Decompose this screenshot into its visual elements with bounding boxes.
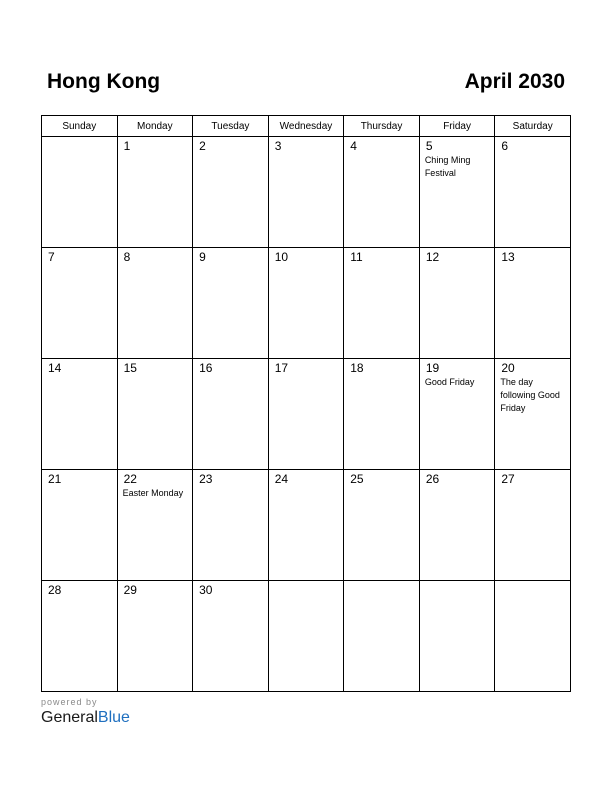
day-number: 13 xyxy=(501,250,515,264)
day-cell xyxy=(193,581,269,692)
day-cell xyxy=(268,359,344,470)
day-number: 14 xyxy=(48,361,62,375)
holiday-label: The day following Good Friday xyxy=(500,377,560,413)
day-cell xyxy=(193,137,269,248)
day-cell xyxy=(193,248,269,359)
day-number: 10 xyxy=(274,250,289,264)
weekday-sunday: Sunday xyxy=(42,116,118,137)
day-cell xyxy=(42,359,118,470)
generalblue-logo xyxy=(41,709,130,727)
day-cell xyxy=(344,359,420,470)
week-row xyxy=(42,137,571,248)
weekday-wednesday: Wednesday xyxy=(268,116,344,137)
calendar-header xyxy=(41,70,571,100)
day-number xyxy=(269,581,344,584)
day-cell xyxy=(42,581,118,692)
day-number: 5 xyxy=(425,139,433,153)
day-cell xyxy=(117,470,193,581)
day-cell xyxy=(193,359,269,470)
week-row xyxy=(42,470,571,581)
day-number: 12 xyxy=(425,250,440,264)
holiday-label: Easter Monday xyxy=(122,488,184,498)
day-number xyxy=(495,581,570,584)
day-cell xyxy=(117,359,193,470)
day-number: 29 xyxy=(123,583,137,597)
day-cell xyxy=(495,359,571,470)
day-number: 2 xyxy=(199,139,206,153)
day-number xyxy=(42,137,117,140)
day-cell xyxy=(419,137,495,248)
weekday-thursday: Thursday xyxy=(344,116,420,137)
day-number: 15 xyxy=(123,361,137,375)
day-cell xyxy=(268,470,344,581)
day-number: 9 xyxy=(199,250,206,264)
day-number: 4 xyxy=(350,139,357,153)
powered-by-text: powered by xyxy=(41,697,98,707)
week-row xyxy=(42,581,571,692)
weekday-friday: Friday xyxy=(419,116,495,137)
calendar-grid xyxy=(41,115,571,692)
day-cell xyxy=(42,470,118,581)
day-number: 18 xyxy=(350,361,364,375)
day-number: 25 xyxy=(350,472,364,486)
day-cell xyxy=(419,581,495,692)
day-number: 23 xyxy=(199,472,213,486)
day-cell xyxy=(495,137,571,248)
day-number: 16 xyxy=(199,361,213,375)
day-number xyxy=(344,581,419,584)
day-number: 1 xyxy=(123,139,131,153)
day-cell xyxy=(495,470,571,581)
holiday-label: Good Friday xyxy=(424,377,475,387)
week-row xyxy=(42,359,571,470)
day-cell xyxy=(344,137,420,248)
day-cell xyxy=(495,248,571,359)
day-number: 27 xyxy=(501,472,515,486)
footer xyxy=(41,697,130,727)
region-title: Hong Kong xyxy=(47,70,161,93)
day-number: 6 xyxy=(501,139,509,153)
day-cell xyxy=(419,470,495,581)
day-cell xyxy=(193,470,269,581)
weekday-header-row xyxy=(42,116,571,137)
day-cell xyxy=(419,248,495,359)
day-cell xyxy=(344,470,420,581)
day-number: 21 xyxy=(48,472,62,486)
day-number: 20 xyxy=(501,361,515,375)
day-cell xyxy=(344,248,420,359)
logo-general: General xyxy=(41,709,98,726)
day-number: 26 xyxy=(425,472,440,486)
day-number: 8 xyxy=(123,250,131,264)
day-cell xyxy=(42,137,118,248)
day-number: 11 xyxy=(350,250,363,264)
logo-blue: Blue xyxy=(97,709,130,726)
day-number: 7 xyxy=(48,250,55,264)
day-cell xyxy=(268,248,344,359)
day-number: 17 xyxy=(274,361,289,375)
weekday-tuesday: Tuesday xyxy=(193,116,269,137)
day-cell xyxy=(495,581,571,692)
day-cell xyxy=(42,248,118,359)
day-number xyxy=(420,581,495,584)
day-cell xyxy=(344,581,420,692)
week-row xyxy=(42,248,571,359)
day-number: 28 xyxy=(48,583,62,597)
weekday-monday: Monday xyxy=(117,116,193,137)
holiday-label: Ching Ming Festival xyxy=(424,155,471,178)
day-cell xyxy=(268,137,344,248)
day-cell xyxy=(117,137,193,248)
day-cell xyxy=(268,581,344,692)
weekday-saturday: Saturday xyxy=(495,116,571,137)
day-number: 24 xyxy=(274,472,289,486)
day-number: 3 xyxy=(274,139,282,153)
day-number: 19 xyxy=(425,361,440,375)
day-number: 22 xyxy=(123,472,137,486)
day-cell xyxy=(419,359,495,470)
day-cell xyxy=(117,248,193,359)
day-number: 30 xyxy=(199,583,213,597)
day-cell xyxy=(117,581,193,692)
month-year-title: April 2030 xyxy=(464,70,565,93)
